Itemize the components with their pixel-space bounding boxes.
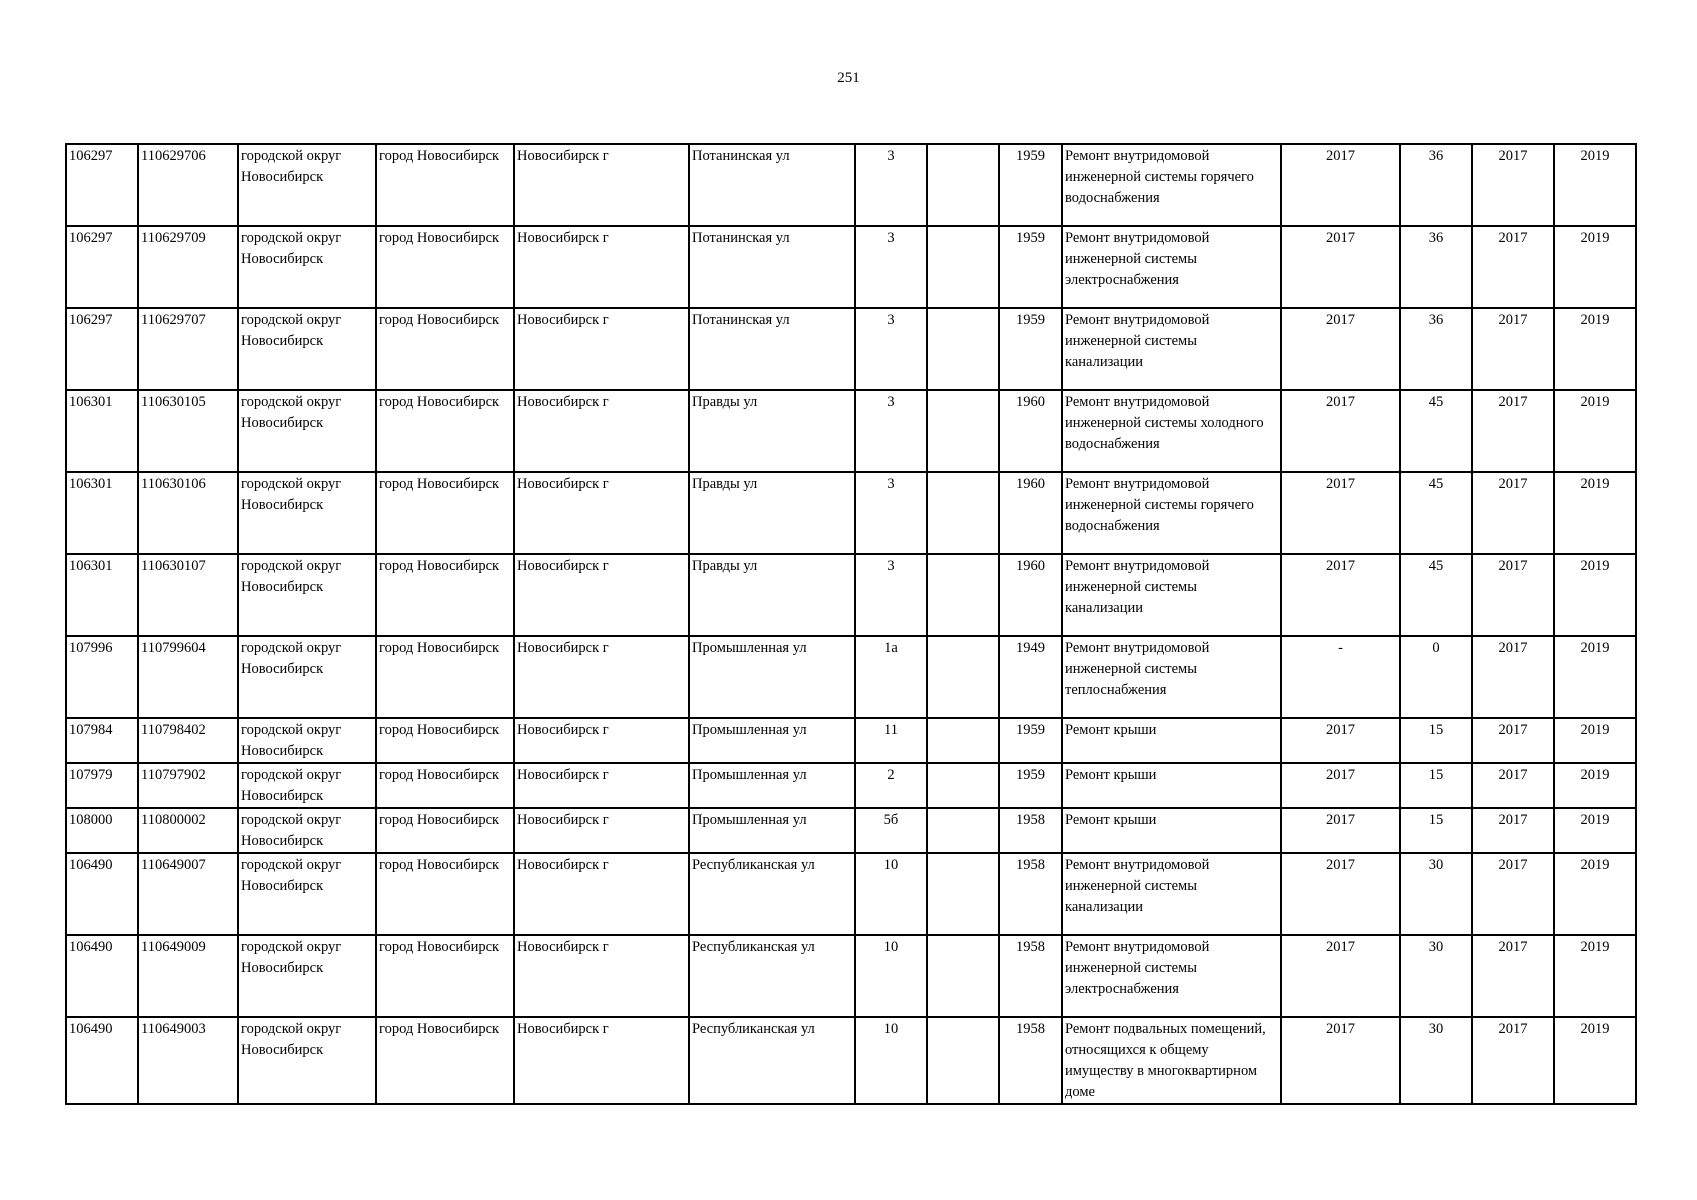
building-cell	[927, 472, 999, 554]
work-id-cell: 110800002	[138, 808, 238, 853]
work-type-cell: Ремонт крыши	[1062, 808, 1281, 853]
municipality-cell: городской округ Новосибирск	[238, 226, 376, 308]
house-number-cell: 10	[855, 1017, 927, 1104]
building-cell	[927, 226, 999, 308]
work-id-cell: 110630107	[138, 554, 238, 636]
wear-percent-cell: 45	[1400, 472, 1472, 554]
settlement-cell: город Новосибирск	[376, 1017, 514, 1104]
last-repair-year-cell: 2017	[1281, 718, 1400, 763]
construction-year-cell: 1958	[999, 853, 1062, 935]
street-cell: Республиканская ул	[689, 1017, 855, 1104]
street-cell: Промышленная ул	[689, 763, 855, 808]
house-number-cell: 2	[855, 763, 927, 808]
municipality-cell: городской округ Новосибирск	[238, 554, 376, 636]
street-cell: Промышленная ул	[689, 718, 855, 763]
work-type-cell: Ремонт внутридомовой инженерной системы горячего водоснабжения	[1062, 472, 1281, 554]
street-cell: Республиканская ул	[689, 853, 855, 935]
street-cell: Правды ул	[689, 390, 855, 472]
plan-start-year-cell: 2017	[1472, 554, 1554, 636]
settlement-cell: город Новосибирск	[376, 390, 514, 472]
municipality-cell: городской округ Новосибирск	[238, 808, 376, 853]
locality-cell: Новосибирск г	[514, 144, 689, 226]
table-row	[66, 554, 1636, 636]
plan-end-year-cell: 2019	[1554, 554, 1636, 636]
work-type-cell: Ремонт внутридомовой инженерной системы электроснабжения	[1062, 226, 1281, 308]
house-number-cell: 10	[855, 853, 927, 935]
plan-end-year-cell: 2019	[1554, 1017, 1636, 1104]
last-repair-year-cell: 2017	[1281, 853, 1400, 935]
house-id-cell: 106301	[66, 554, 138, 636]
building-cell	[927, 763, 999, 808]
building-cell	[927, 1017, 999, 1104]
settlement-cell: город Новосибирск	[376, 144, 514, 226]
municipality-cell: городской округ Новосибирск	[238, 472, 376, 554]
settlement-cell: город Новосибирск	[376, 226, 514, 308]
plan-end-year-cell: 2019	[1554, 853, 1636, 935]
building-cell	[927, 144, 999, 226]
plan-end-year-cell: 2019	[1554, 718, 1636, 763]
last-repair-year-cell: 2017	[1281, 308, 1400, 390]
construction-year-cell: 1958	[999, 808, 1062, 853]
wear-percent-cell: 30	[1400, 1017, 1472, 1104]
building-cell	[927, 554, 999, 636]
work-id-cell: 110649003	[138, 1017, 238, 1104]
construction-year-cell: 1959	[999, 226, 1062, 308]
work-id-cell: 110649009	[138, 935, 238, 1017]
street-cell: Правды ул	[689, 554, 855, 636]
repair-registry-table	[65, 143, 1637, 1105]
settlement-cell: город Новосибирск	[376, 472, 514, 554]
table-row	[66, 308, 1636, 390]
municipality-cell: городской округ Новосибирск	[238, 636, 376, 718]
plan-start-year-cell: 2017	[1472, 636, 1554, 718]
building-cell	[927, 935, 999, 1017]
municipality-cell: городской округ Новосибирск	[238, 390, 376, 472]
wear-percent-cell: 36	[1400, 144, 1472, 226]
house-id-cell: 106297	[66, 308, 138, 390]
table-row	[66, 472, 1636, 554]
construction-year-cell: 1959	[999, 763, 1062, 808]
house-id-cell: 106490	[66, 853, 138, 935]
last-repair-year-cell: 2017	[1281, 935, 1400, 1017]
house-id-cell: 106301	[66, 472, 138, 554]
work-type-cell: Ремонт внутридомовой инженерной системы канализации	[1062, 308, 1281, 390]
plan-end-year-cell: 2019	[1554, 935, 1636, 1017]
table-row	[66, 144, 1636, 226]
plan-start-year-cell: 2017	[1472, 1017, 1554, 1104]
house-number-cell: 11	[855, 718, 927, 763]
plan-start-year-cell: 2017	[1472, 718, 1554, 763]
table-row	[66, 853, 1636, 935]
settlement-cell: город Новосибирск	[376, 554, 514, 636]
wear-percent-cell: 15	[1400, 763, 1472, 808]
municipality-cell: городской округ Новосибирск	[238, 1017, 376, 1104]
table-body	[66, 144, 1636, 1104]
plan-end-year-cell: 2019	[1554, 226, 1636, 308]
plan-end-year-cell: 2019	[1554, 308, 1636, 390]
last-repair-year-cell: 2017	[1281, 808, 1400, 853]
municipality-cell: городской округ Новосибирск	[238, 718, 376, 763]
street-cell: Потанинская ул	[689, 144, 855, 226]
house-number-cell: 3	[855, 226, 927, 308]
house-id-cell: 107979	[66, 763, 138, 808]
last-repair-year-cell: 2017	[1281, 144, 1400, 226]
street-cell: Промышленная ул	[689, 636, 855, 718]
street-cell: Потанинская ул	[689, 308, 855, 390]
building-cell	[927, 636, 999, 718]
house-id-cell: 106297	[66, 226, 138, 308]
house-number-cell: 3	[855, 472, 927, 554]
municipality-cell: городской округ Новосибирск	[238, 763, 376, 808]
house-id-cell: 106297	[66, 144, 138, 226]
plan-end-year-cell: 2019	[1554, 390, 1636, 472]
work-id-cell: 110799604	[138, 636, 238, 718]
house-number-cell: 3	[855, 554, 927, 636]
locality-cell: Новосибирск г	[514, 308, 689, 390]
work-type-cell: Ремонт внутридомовой инженерной системы канализации	[1062, 554, 1281, 636]
plan-start-year-cell: 2017	[1472, 308, 1554, 390]
construction-year-cell: 1959	[999, 144, 1062, 226]
construction-year-cell: 1960	[999, 390, 1062, 472]
last-repair-year-cell: 2017	[1281, 554, 1400, 636]
wear-percent-cell: 15	[1400, 718, 1472, 763]
street-cell: Потанинская ул	[689, 226, 855, 308]
locality-cell: Новосибирск г	[514, 390, 689, 472]
table-row	[66, 718, 1636, 763]
table-row	[66, 763, 1636, 808]
locality-cell: Новосибирск г	[514, 472, 689, 554]
locality-cell: Новосибирск г	[514, 718, 689, 763]
settlement-cell: город Новосибирск	[376, 308, 514, 390]
construction-year-cell: 1960	[999, 554, 1062, 636]
work-id-cell: 110629706	[138, 144, 238, 226]
plan-end-year-cell: 2019	[1554, 763, 1636, 808]
plan-start-year-cell: 2017	[1472, 808, 1554, 853]
wear-percent-cell: 45	[1400, 390, 1472, 472]
plan-end-year-cell: 2019	[1554, 808, 1636, 853]
work-type-cell: Ремонт внутридомовой инженерной системы теплоснабжения	[1062, 636, 1281, 718]
work-id-cell: 110629707	[138, 308, 238, 390]
house-id-cell: 106301	[66, 390, 138, 472]
settlement-cell: город Новосибирск	[376, 853, 514, 935]
last-repair-year-cell: 2017	[1281, 226, 1400, 308]
house-number-cell: 1а	[855, 636, 927, 718]
table-row	[66, 636, 1636, 718]
plan-start-year-cell: 2017	[1472, 935, 1554, 1017]
locality-cell: Новосибирск г	[514, 808, 689, 853]
plan-start-year-cell: 2017	[1472, 144, 1554, 226]
locality-cell: Новосибирск г	[514, 636, 689, 718]
building-cell	[927, 390, 999, 472]
house-number-cell: 5б	[855, 808, 927, 853]
last-repair-year-cell: 2017	[1281, 390, 1400, 472]
wear-percent-cell: 15	[1400, 808, 1472, 853]
wear-percent-cell: 30	[1400, 853, 1472, 935]
work-id-cell: 110797902	[138, 763, 238, 808]
house-number-cell: 3	[855, 308, 927, 390]
street-cell: Правды ул	[689, 472, 855, 554]
street-cell: Промышленная ул	[689, 808, 855, 853]
wear-percent-cell: 0	[1400, 636, 1472, 718]
locality-cell: Новосибирск г	[514, 1017, 689, 1104]
plan-end-year-cell: 2019	[1554, 472, 1636, 554]
plan-end-year-cell: 2019	[1554, 636, 1636, 718]
work-type-cell: Ремонт подвальных помещений, относящихся к общему имуществу в многоквартирном доме	[1062, 1017, 1281, 1104]
settlement-cell: город Новосибирск	[376, 718, 514, 763]
municipality-cell: городской округ Новосибирск	[238, 308, 376, 390]
municipality-cell: городской округ Новосибирск	[238, 935, 376, 1017]
plan-start-year-cell: 2017	[1472, 472, 1554, 554]
building-cell	[927, 853, 999, 935]
work-type-cell: Ремонт крыши	[1062, 718, 1281, 763]
wear-percent-cell: 36	[1400, 226, 1472, 308]
wear-percent-cell: 45	[1400, 554, 1472, 636]
house-number-cell: 10	[855, 935, 927, 1017]
work-type-cell: Ремонт внутридомовой инженерной системы электроснабжения	[1062, 935, 1281, 1017]
last-repair-year-cell: -	[1281, 636, 1400, 718]
construction-year-cell: 1949	[999, 636, 1062, 718]
building-cell	[927, 808, 999, 853]
municipality-cell: городской округ Новосибирск	[238, 853, 376, 935]
locality-cell: Новосибирск г	[514, 853, 689, 935]
construction-year-cell: 1958	[999, 935, 1062, 1017]
last-repair-year-cell: 2017	[1281, 763, 1400, 808]
plan-start-year-cell: 2017	[1472, 226, 1554, 308]
construction-year-cell: 1960	[999, 472, 1062, 554]
locality-cell: Новосибирск г	[514, 763, 689, 808]
house-number-cell: 3	[855, 390, 927, 472]
house-id-cell: 106490	[66, 1017, 138, 1104]
page-number: 251	[837, 70, 860, 86]
street-cell: Республиканская ул	[689, 935, 855, 1017]
building-cell	[927, 718, 999, 763]
construction-year-cell: 1959	[999, 718, 1062, 763]
wear-percent-cell: 36	[1400, 308, 1472, 390]
work-type-cell: Ремонт внутридомовой инженерной системы горячего водоснабжения	[1062, 144, 1281, 226]
house-id-cell: 106490	[66, 935, 138, 1017]
construction-year-cell: 1958	[999, 1017, 1062, 1104]
locality-cell: Новосибирск г	[514, 226, 689, 308]
table-row	[66, 226, 1636, 308]
last-repair-year-cell: 2017	[1281, 1017, 1400, 1104]
table-row	[66, 808, 1636, 853]
work-type-cell: Ремонт крыши	[1062, 763, 1281, 808]
work-id-cell: 110629709	[138, 226, 238, 308]
house-id-cell: 107996	[66, 636, 138, 718]
work-id-cell: 110798402	[138, 718, 238, 763]
locality-cell: Новосибирск г	[514, 554, 689, 636]
work-id-cell: 110630106	[138, 472, 238, 554]
table-row	[66, 1017, 1636, 1104]
settlement-cell: город Новосибирск	[376, 935, 514, 1017]
building-cell	[927, 308, 999, 390]
municipality-cell: городской округ Новосибирск	[238, 144, 376, 226]
work-type-cell: Ремонт внутридомовой инженерной системы холодного водоснабжения	[1062, 390, 1281, 472]
settlement-cell: город Новосибирск	[376, 636, 514, 718]
work-id-cell: 110649007	[138, 853, 238, 935]
work-id-cell: 110630105	[138, 390, 238, 472]
house-number-cell: 3	[855, 144, 927, 226]
house-id-cell: 108000	[66, 808, 138, 853]
plan-start-year-cell: 2017	[1472, 853, 1554, 935]
locality-cell: Новосибирск г	[514, 935, 689, 1017]
plan-start-year-cell: 2017	[1472, 763, 1554, 808]
table-row	[66, 390, 1636, 472]
house-id-cell: 107984	[66, 718, 138, 763]
settlement-cell: город Новосибирск	[376, 763, 514, 808]
table-row	[66, 935, 1636, 1017]
plan-start-year-cell: 2017	[1472, 390, 1554, 472]
wear-percent-cell: 30	[1400, 935, 1472, 1017]
settlement-cell: город Новосибирск	[376, 808, 514, 853]
work-type-cell: Ремонт внутридомовой инженерной системы канализации	[1062, 853, 1281, 935]
construction-year-cell: 1959	[999, 308, 1062, 390]
last-repair-year-cell: 2017	[1281, 472, 1400, 554]
plan-end-year-cell: 2019	[1554, 144, 1636, 226]
